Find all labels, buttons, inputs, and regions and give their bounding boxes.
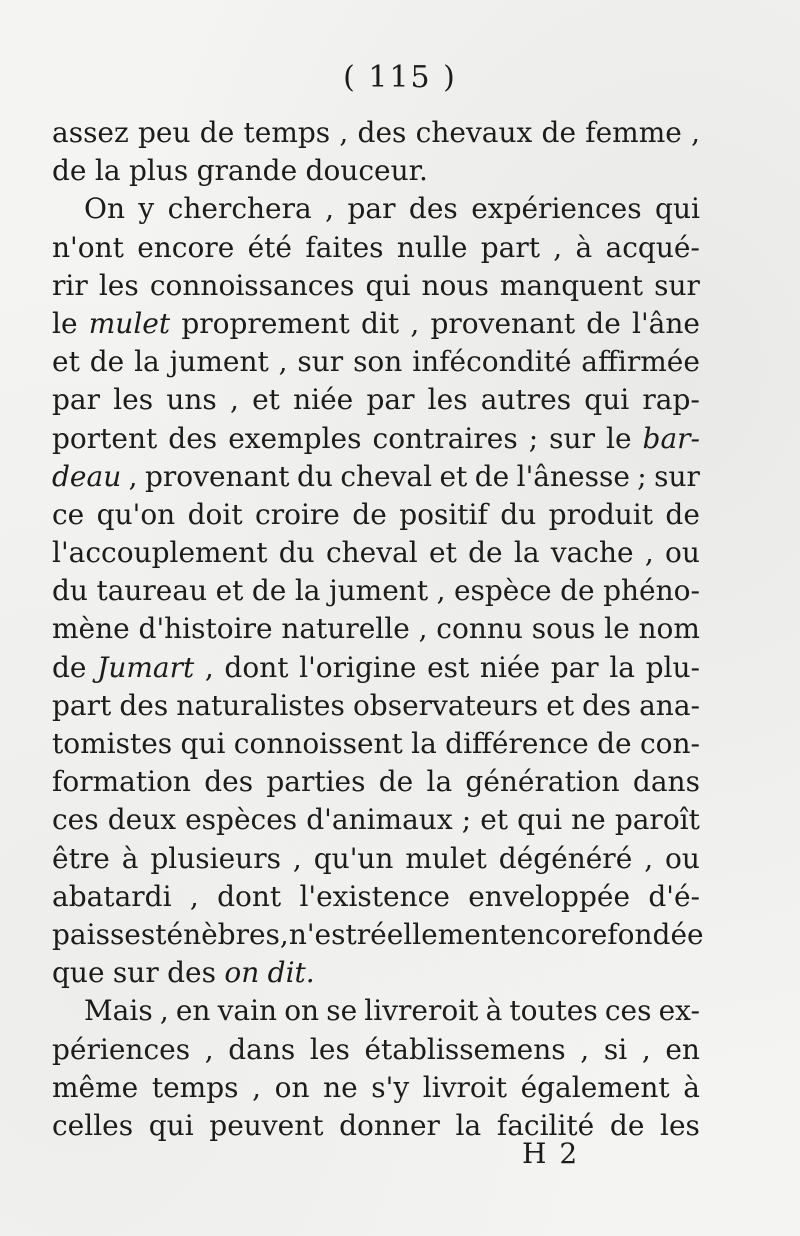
page-number: ( 115 )	[343, 60, 457, 95]
word: les	[309, 1032, 350, 1066]
word: de	[560, 574, 595, 608]
word: à	[485, 994, 503, 1028]
word: ana-	[639, 688, 700, 722]
word: phéno-	[603, 574, 700, 608]
text-line	[52, 725, 700, 763]
word: fondée	[607, 917, 704, 951]
word: et	[439, 459, 468, 493]
word: vain	[217, 994, 278, 1028]
word: espèces	[185, 803, 298, 837]
word: le	[604, 612, 630, 646]
word: d'animaux	[306, 803, 453, 837]
text-line	[52, 649, 700, 687]
word: de	[352, 497, 387, 531]
word: et	[480, 803, 509, 837]
word: on	[274, 1070, 310, 1104]
word: dit.	[267, 956, 315, 990]
word: par	[52, 383, 101, 417]
word: la	[609, 650, 635, 684]
text-line	[52, 267, 700, 305]
word: manquent	[499, 268, 644, 302]
word: du	[500, 497, 537, 531]
word: temps	[243, 116, 331, 149]
word: assez	[52, 116, 129, 149]
word: ,	[325, 192, 335, 226]
text-line	[52, 1069, 700, 1107]
text-line	[52, 954, 700, 992]
word: sur	[654, 268, 700, 302]
word: cheval	[325, 536, 418, 570]
word: qui	[584, 383, 630, 417]
word: croire	[255, 497, 340, 531]
word: mène	[52, 612, 130, 646]
word: part	[52, 688, 112, 722]
word: du	[278, 536, 315, 570]
word: de	[609, 1108, 645, 1142]
word: bar-	[642, 421, 700, 455]
word: des	[357, 116, 407, 149]
word: la	[426, 765, 453, 799]
word: vache	[550, 536, 634, 570]
word: ,	[252, 1070, 262, 1104]
word: con-	[639, 727, 700, 760]
word: on	[284, 994, 320, 1028]
word: donner	[339, 1108, 440, 1142]
word: abatardi	[52, 879, 172, 913]
word: réellement	[356, 917, 511, 951]
text-line	[52, 1107, 700, 1145]
word: dans	[228, 1032, 296, 1066]
text-line	[52, 916, 704, 954]
word: niée	[293, 383, 354, 417]
word: n'ont	[52, 230, 124, 264]
word: et	[215, 574, 244, 608]
word: de	[541, 116, 577, 149]
word: de	[468, 536, 503, 570]
word: ,	[553, 230, 563, 264]
word: mulet	[405, 841, 487, 875]
word: facilité	[496, 1108, 595, 1142]
word: formation	[52, 765, 191, 799]
word: jument	[328, 574, 429, 608]
word: plu-	[645, 650, 700, 684]
word: les	[113, 383, 154, 417]
text-line	[52, 992, 700, 1030]
word: livreroit	[364, 994, 479, 1028]
word: toutes	[509, 994, 598, 1028]
word: dont	[217, 879, 282, 913]
text-line	[52, 534, 700, 572]
text-line	[52, 687, 700, 725]
word: et	[429, 536, 457, 570]
word: de	[52, 154, 87, 188]
word: ou	[665, 536, 700, 570]
text-line	[52, 458, 700, 496]
text-line	[52, 190, 700, 228]
word: qui	[655, 192, 700, 226]
word: être	[52, 841, 110, 875]
word: en	[665, 1032, 700, 1066]
word: rap-	[642, 383, 700, 417]
word: le	[605, 421, 632, 455]
word: peuvent	[209, 1108, 324, 1142]
text-line	[52, 420, 700, 458]
word: expériences	[471, 192, 642, 226]
word: des	[119, 688, 169, 722]
word: ,	[189, 879, 199, 913]
word: deux	[107, 803, 177, 837]
word: la	[455, 1108, 482, 1142]
word: grande	[196, 154, 298, 188]
word: la	[94, 154, 121, 188]
word: à	[575, 230, 593, 264]
word: proprement	[181, 306, 350, 340]
word: son	[353, 345, 403, 379]
word: sur	[549, 421, 595, 455]
text-line	[52, 763, 700, 801]
word: les	[427, 383, 468, 417]
word: est	[427, 650, 470, 684]
word: ,	[644, 841, 654, 875]
word: ces	[604, 994, 652, 1028]
word: rir	[52, 268, 88, 302]
word: connoissances	[149, 268, 355, 302]
word: enveloppée	[468, 879, 631, 913]
word: tomistes	[52, 727, 173, 760]
word: femme	[585, 116, 682, 149]
word: Mais	[84, 994, 153, 1028]
word: mulet	[88, 306, 171, 340]
word: paroît	[614, 803, 700, 837]
word: ,	[418, 612, 428, 646]
word: et	[546, 688, 575, 722]
word: qui	[517, 803, 563, 837]
word: uns	[166, 383, 217, 417]
word: livroit	[422, 1070, 507, 1104]
word: ce	[52, 497, 85, 531]
word: l'âne	[632, 306, 700, 340]
word: ;	[528, 421, 539, 455]
word: Jumart	[97, 650, 195, 684]
word: parties	[266, 765, 366, 799]
word: ex-	[658, 994, 700, 1028]
word: ,	[641, 1032, 651, 1066]
word: des	[582, 688, 632, 722]
word: s'y	[371, 1070, 410, 1104]
text-line	[52, 152, 700, 190]
word: dans	[632, 765, 700, 799]
word: ou	[665, 841, 700, 875]
word: ,	[644, 536, 654, 570]
word: qu'on	[96, 497, 176, 531]
word: ,	[278, 345, 288, 379]
word: établissemens	[364, 1032, 566, 1066]
word: ces	[52, 803, 99, 837]
word: connu	[436, 612, 523, 646]
word: l'accouplement	[52, 536, 268, 570]
word: naturelle	[281, 612, 410, 646]
word: plusieurs	[150, 841, 281, 875]
text-line	[52, 343, 700, 381]
word: ne	[323, 1070, 358, 1104]
word: de	[586, 306, 621, 340]
word: que	[52, 956, 105, 990]
word: par	[550, 650, 599, 684]
word: ,	[159, 994, 169, 1028]
word: niée	[479, 650, 541, 684]
word: sur	[654, 459, 700, 493]
word: On	[84, 192, 125, 226]
word: nom	[638, 612, 700, 646]
word: nulle	[396, 230, 468, 264]
word: n'est	[288, 917, 357, 951]
word: naturalistes	[176, 688, 345, 722]
word: provenant	[144, 459, 290, 493]
word: doit	[187, 497, 243, 531]
word: des	[408, 192, 458, 226]
word: et	[52, 345, 80, 379]
word: la	[513, 536, 540, 570]
word: dit	[361, 306, 400, 340]
word: encore	[510, 917, 608, 951]
word: l'existence	[299, 879, 450, 913]
word: d'é-	[648, 879, 700, 913]
word: on	[224, 956, 260, 990]
word: des	[204, 765, 254, 799]
word: à	[121, 841, 139, 875]
word: contraires	[372, 421, 518, 455]
word: qui	[180, 727, 226, 760]
word: sur	[112, 956, 159, 990]
word: part	[480, 230, 540, 264]
word: se	[326, 994, 358, 1028]
text-line	[52, 381, 700, 419]
word: en	[175, 994, 211, 1028]
word: dégénéré	[498, 841, 633, 875]
text-line	[52, 572, 700, 610]
word: douceur.	[305, 154, 428, 188]
word: du	[296, 459, 333, 493]
word: taureau	[96, 574, 208, 608]
word: celles	[52, 1108, 134, 1142]
word: chevaux	[415, 116, 533, 149]
word: dont	[224, 650, 289, 684]
word: produit	[548, 497, 653, 531]
word: la	[134, 345, 160, 379]
word: exemples	[228, 421, 362, 455]
word: ,	[580, 1032, 590, 1066]
word: qu'un	[313, 841, 394, 875]
word: la	[411, 727, 437, 760]
word: de	[665, 497, 700, 531]
word: portent	[52, 421, 158, 455]
word: d'histoire	[138, 612, 273, 646]
word: qui	[365, 268, 411, 302]
word: de	[378, 765, 414, 799]
word: ,	[292, 841, 302, 875]
word: de	[52, 650, 87, 684]
word: ,	[691, 116, 700, 149]
word: les	[98, 268, 139, 302]
text-line	[52, 878, 700, 916]
word: encore	[137, 230, 235, 264]
page-body	[52, 114, 704, 1145]
word: si	[603, 1032, 628, 1066]
word: deau	[52, 459, 122, 493]
word: qui	[148, 1108, 194, 1142]
word: également	[520, 1070, 670, 1104]
word: peu	[138, 116, 191, 149]
word: cherchera	[167, 192, 312, 226]
text-line	[52, 114, 700, 152]
word: même	[52, 1070, 139, 1104]
text-line	[52, 229, 700, 267]
word: ,	[128, 459, 138, 493]
text-line	[52, 801, 700, 839]
word: ,	[229, 383, 239, 417]
word: paisses	[52, 917, 156, 951]
word: de	[251, 574, 287, 608]
word: affirmée	[581, 345, 700, 379]
word: par	[366, 383, 415, 417]
word: de	[89, 345, 125, 379]
word: et	[252, 383, 280, 417]
word: périences	[52, 1032, 191, 1066]
word: de	[597, 727, 632, 760]
word: cheval	[340, 459, 433, 493]
word: l'origine	[299, 650, 417, 684]
word: ,	[436, 574, 446, 608]
word: espèce	[453, 574, 552, 608]
word: de	[474, 459, 510, 493]
text-line	[52, 840, 700, 878]
word: faites	[305, 230, 384, 264]
word: ,	[339, 116, 349, 149]
word: temps	[151, 1070, 239, 1104]
word: ,	[204, 650, 214, 684]
word: par	[347, 192, 396, 226]
word: ténèbres,	[155, 917, 289, 951]
word: la	[294, 574, 321, 608]
word: ne	[571, 803, 606, 837]
word: différence	[445, 727, 589, 760]
word: provenant	[430, 306, 576, 340]
text-line	[52, 496, 700, 534]
word: connoissent	[233, 727, 403, 760]
word: ;	[461, 803, 472, 837]
word: ;	[637, 459, 647, 493]
word: l'ânesse	[516, 459, 630, 493]
word: les	[660, 1108, 700, 1142]
word: des	[167, 956, 216, 990]
word: été	[247, 230, 293, 264]
word: y	[138, 192, 155, 226]
word: jument	[169, 345, 269, 379]
word: plus	[128, 154, 189, 188]
word: sous	[531, 612, 596, 646]
word: ,	[204, 1032, 214, 1066]
text-line	[52, 610, 700, 648]
text-line	[52, 1031, 700, 1069]
word: ,	[410, 306, 420, 340]
word: le	[52, 306, 78, 340]
word: positif	[399, 497, 488, 531]
word: observateurs	[352, 688, 539, 722]
word: autres	[480, 383, 572, 417]
text-line	[52, 305, 700, 343]
word: du	[52, 574, 88, 608]
word: génération	[465, 765, 620, 799]
word: acqué-	[605, 230, 700, 264]
word: à	[683, 1070, 700, 1104]
word: sur	[297, 345, 344, 379]
word: des	[168, 421, 218, 455]
word: infécondité	[412, 345, 572, 379]
signature-mark: H 2	[522, 1137, 580, 1170]
word: nous	[421, 268, 489, 302]
word: de	[199, 116, 235, 149]
